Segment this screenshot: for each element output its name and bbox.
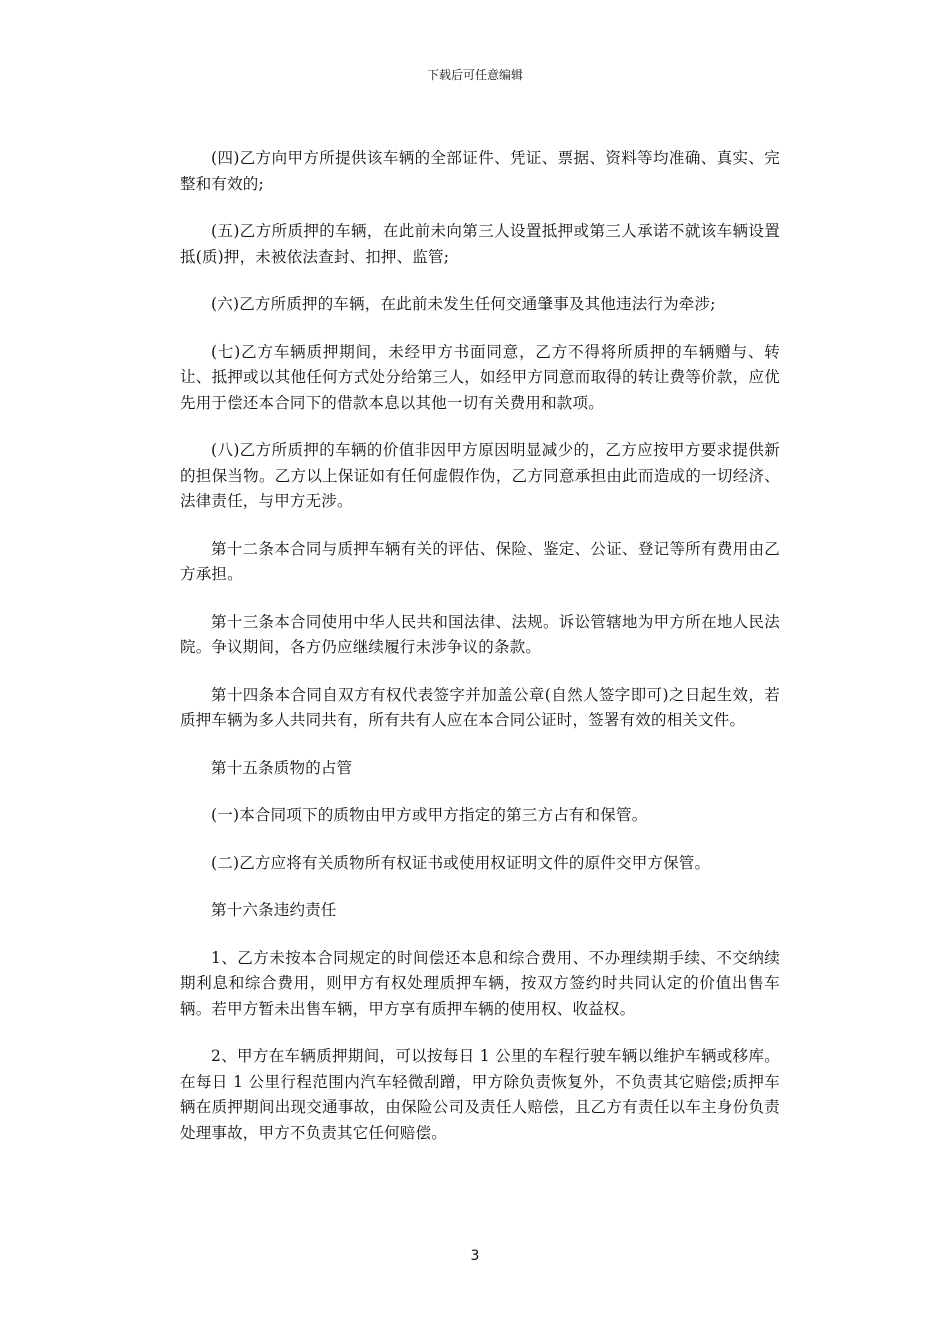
document-body: [180, 146, 780, 1168]
page-header: 下载后可任意编辑: [426, 68, 523, 82]
article-13: 第十三条本合同使用中华人民共和国法律、法规。诉讼管辖地为甲方所在地人民法院。争议期间，各方仍应继续履行未涉争议的条款。: [180, 612, 780, 656]
article-16-item-2: 2、甲方在车辆质押期间，可以按每日 1 公里的车程行驶车辆以维护车辆或移库。在每日 1 公里行程范围内汽车轻微刮蹭，甲方除负责恢复外，不负责其它赔偿;质押车辆在质押期间出现交通事故，由保险公司及责任人赔偿，且乙方有责任以车主身份负责处理事故，甲方不负责其它任何赔偿。: [180, 1047, 780, 1142]
paragraph-6: (六)乙方所质押的车辆，在此前未发生任何交通肇事及其他违法行为牵涉;: [211, 295, 716, 313]
page-number: 3: [470, 1248, 480, 1264]
article-12: 第十二条本合同与质押车辆有关的评估、保险、鉴定、公证、登记等所有费用由乙方承担。: [180, 539, 780, 583]
article-15-heading: 第十五条质物的占管: [211, 758, 353, 777]
paragraph-7: (七)乙方车辆质押期间，未经甲方书面同意，乙方不得将所质押的车辆赠与、转让、抵押或以其他任何方式处分给第三人，如经甲方同意而取得的转让费等价款，应优先用于偿还本合同下的借款本息以其他一切有关费用和款项。: [180, 342, 780, 412]
paragraph-8: (八)乙方所质押的车辆的价值非因甲方原因明显减少的，乙方应按甲方要求提供新的担保当物。乙方以上保证如有任何虚假作伪，乙方同意承担由此而造成的一切经济、法律责任，与甲方无涉。: [180, 441, 780, 510]
article-14: 第十四条本合同自双方有权代表签字并加盖公章(自然人签字即可)之日起生效，若质押车辆为多人共同共有，所有共有人应在本合同公证时，签署有效的相关文件。: [180, 685, 780, 729]
article-15-item-1: (一)本合同项下的质物由甲方或甲方指定的第三方占有和保管。: [211, 806, 648, 824]
article-16-heading: 第十六条违约责任: [211, 901, 337, 919]
paragraph-5: (五)乙方所质押的车辆，在此前未向第三人设置抵押或第三人承诺不就该车辆设置抵(质)押，未被依法查封、扣押、监管;: [180, 222, 780, 266]
article-16-item-1: 1、乙方未按本合同规定的时间偿还本息和综合费用、不办理续期手续、不交纳续期利息和综合费用，则甲方有权处理质押车辆，按双方签约时共同认定的价值出售车辆。若甲方暂未出售车辆，甲方享有质押车辆的使用权、收益权。: [180, 948, 780, 1018]
paragraph-4: (四)乙方向甲方所提供该车辆的全部证件、凭证、票据、资料等均准确、真实、完整和有效的;: [180, 149, 780, 193]
article-15-item-2: (二)乙方应将有关质物所有权证书或使用权证明文件的原件交甲方保管。: [211, 853, 711, 872]
